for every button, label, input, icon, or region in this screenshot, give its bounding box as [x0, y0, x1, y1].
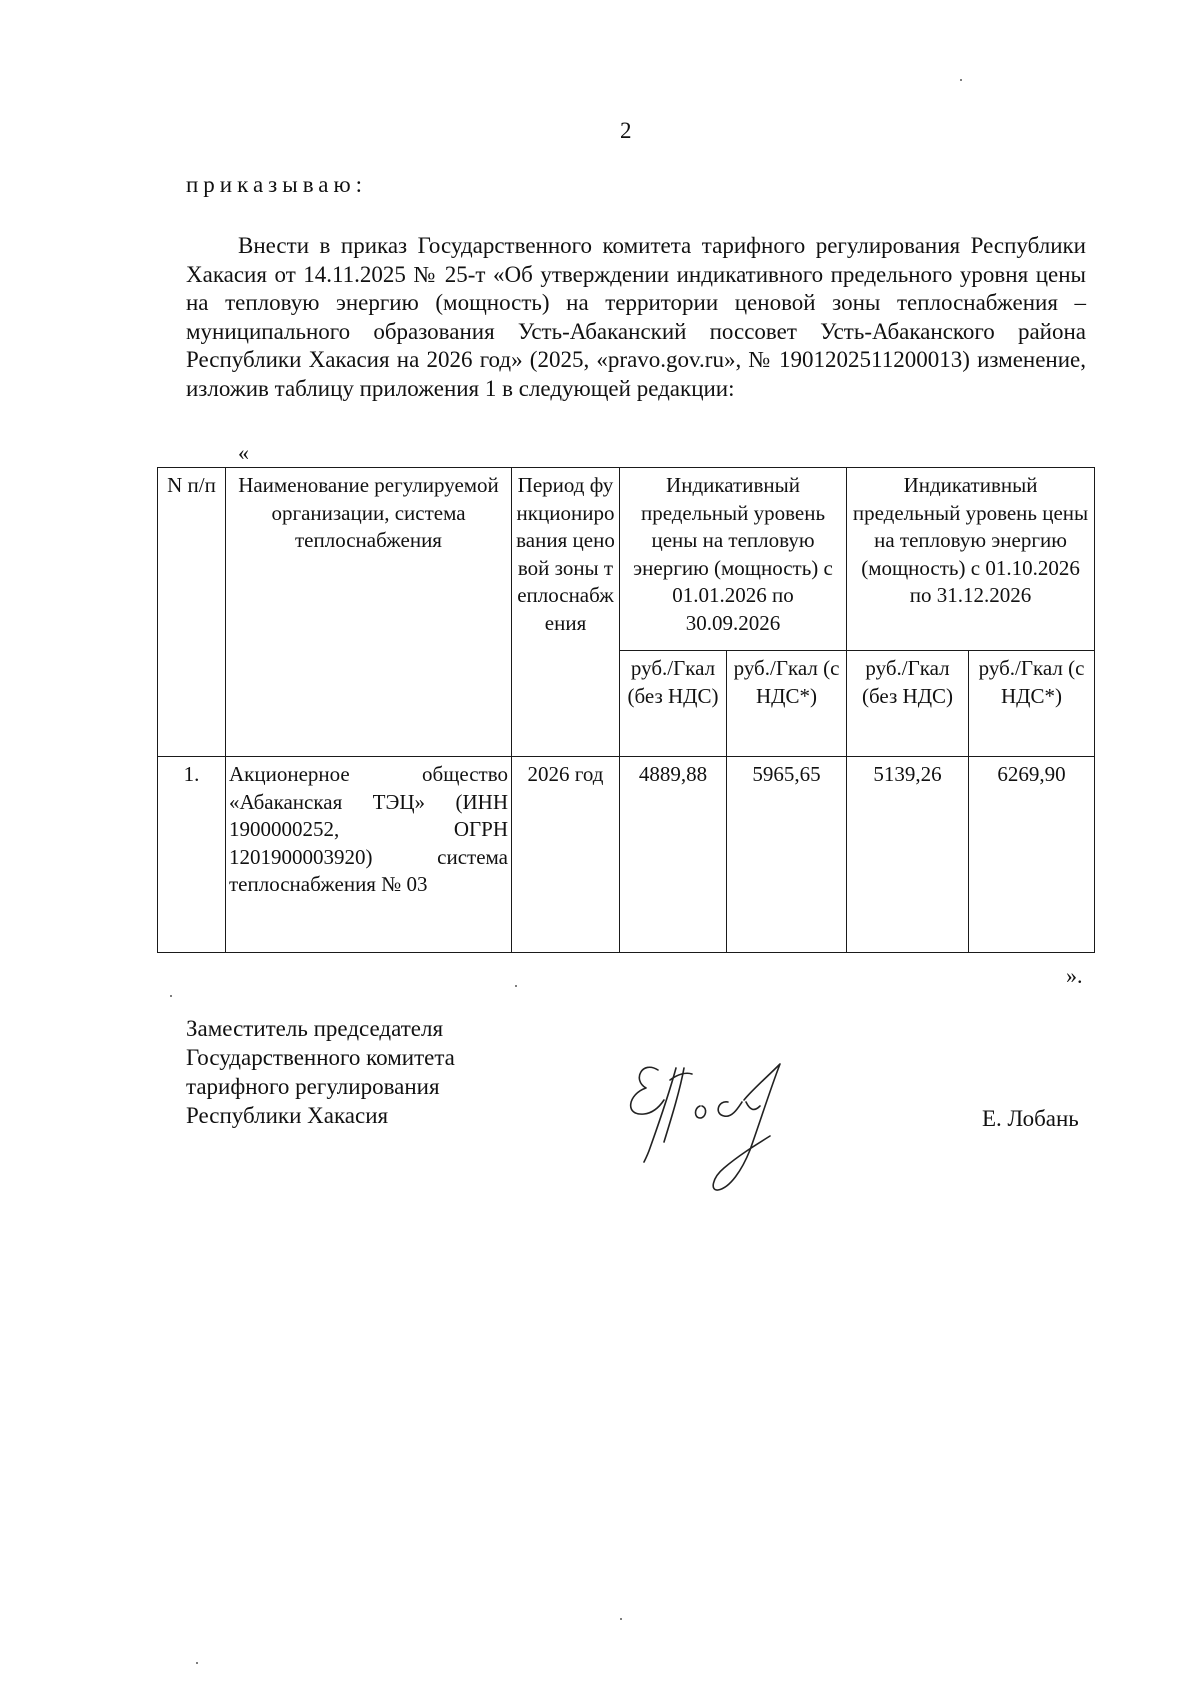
header-g1-vat: руб./Гкал (с НДС*): [727, 651, 847, 757]
row-g1-no-vat: 4889,88: [620, 757, 727, 953]
close-quote: ».: [1066, 963, 1083, 988]
row-org: Акционерное общество «Абаканская ТЭЦ» (ИНН 1900000252, ОГРН 1201900003920) система теплоснабжения № 03: [226, 757, 512, 953]
order-heading: приказываю:: [186, 172, 368, 197]
row-num: 1.: [158, 757, 226, 953]
open-quote: «: [238, 440, 249, 465]
order-text: Внести в приказ Государственного комитета тарифного регулирования Республики Хакасия от 14.11.2025 № 25-т «Об утверждении индикативного предельного уровня цены на тепловую энергию (мощность) на территории ценовой зоны теплоснабжения – муниципального образования Усть-Абаканский поссовет Усть-Абаканского района Республики Хакасия на 2026 год» (2025, «pravo.gov.ru», № 1901202511200013) изменение, изложив таблицу приложения 1 в следующей редакции:: [186, 233, 1086, 401]
row-g2-no-vat: 5139,26: [847, 757, 969, 953]
scan-speck: [515, 985, 517, 987]
header-g1-no-vat: руб./Гкал (без НДС): [620, 651, 727, 757]
signer-name: Е. Лобань: [982, 1106, 1079, 1131]
header-num: N п/п: [158, 468, 226, 757]
handwritten-signature: [620, 1050, 850, 1200]
signer-position: [186, 1014, 455, 1130]
tariff-table: [157, 467, 1095, 953]
row-period: 2026 год: [512, 757, 620, 953]
scan-speck: [170, 995, 172, 997]
signer-position-line: Государственного комитета: [186, 1045, 455, 1070]
header-group-1: Индикативный предельный уровень цены на тепловую энергию (мощность) с 01.01.2026 по 30.09.2026: [620, 468, 847, 651]
signer-position-line: Республики Хакасия: [186, 1103, 389, 1128]
header-group-2: Индикативный предельный уровень цены на тепловую энергию (мощность) с 01.10.2026 по 31.12.2026: [847, 468, 1095, 651]
signer-position-line: тарифного регулирования: [186, 1074, 440, 1099]
header-g2-no-vat: руб./Гкал (без НДС): [847, 651, 969, 757]
header-g2-vat: руб./Гкал (с НДС*): [969, 651, 1095, 757]
row-g1-vat: 5965,65: [727, 757, 847, 953]
page-number: 2: [620, 118, 632, 143]
header-org: Наименование регулируемой организации, система теплоснабжения: [226, 468, 512, 757]
header-period: Период функционирования ценовой зоны теплоснабжения: [512, 468, 620, 757]
scan-speck: [960, 79, 962, 81]
row-g2-vat: 6269,90: [969, 757, 1095, 953]
scan-speck: [196, 1662, 198, 1664]
signer-position-line: Заместитель председателя: [186, 1016, 444, 1041]
table-row: [158, 757, 1095, 953]
scan-speck: [620, 1618, 622, 1620]
